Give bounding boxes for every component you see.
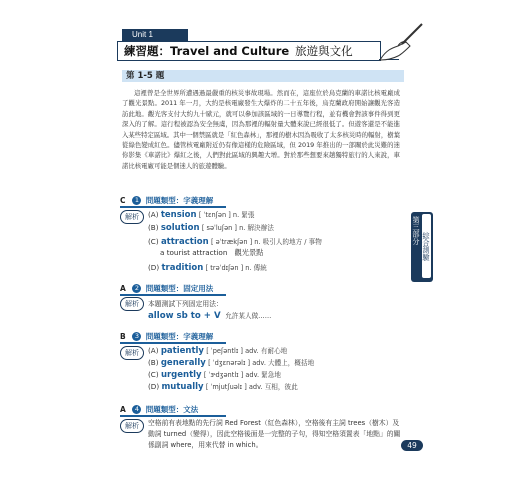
- option-letter: (D): [148, 263, 160, 272]
- unit-badge: Unit 1: [122, 29, 188, 41]
- reading-passage: [122, 88, 400, 171]
- question-divider: [120, 294, 226, 296]
- option-letter: (A): [148, 210, 159, 219]
- option-letter: (D): [148, 382, 160, 391]
- question-type: 問題類型：文法: [145, 405, 199, 414]
- option-row: [148, 345, 287, 356]
- explanation-badge: 解析: [120, 210, 144, 224]
- option-gloss: [ səˈluʃən ] n. 解決辦法: [201, 224, 274, 232]
- option-letter: (A): [148, 346, 159, 355]
- option-row: [148, 369, 281, 380]
- section-label: 第 1-5 題: [122, 70, 404, 82]
- writing-hand-icon: [376, 20, 426, 62]
- option-gloss: [ ˈtɛnʃən ] n. 緊張: [198, 211, 255, 219]
- question-number: 3: [132, 332, 141, 341]
- side-tab-section: 綜合測驗: [422, 214, 431, 278]
- question-divider: [120, 342, 226, 344]
- option-gloss: [ əˈtrækʃən ] n. 吸引人的地方 / 事物: [210, 238, 322, 246]
- question-header: [120, 404, 198, 415]
- option-word: mutually: [161, 382, 204, 392]
- page-title: [124, 43, 353, 59]
- fixed-phrase-row: [148, 310, 271, 321]
- question-type: 問題類型：固定用法: [145, 284, 214, 293]
- question-header: [120, 283, 213, 294]
- option-row: [148, 222, 274, 233]
- option-gloss: [ ˈdʒɛnərəlɪ ] adv. 大體上，概括地: [208, 359, 315, 367]
- option-row: [148, 381, 298, 392]
- option-gloss: [ ˈɝdʒəntlɪ ] adv. 緊急地: [203, 371, 281, 379]
- question-number: 2: [132, 284, 141, 293]
- example-phrase: a tourist attraction 觀光景點: [160, 248, 264, 257]
- question-divider: [120, 415, 226, 417]
- option-row: [148, 236, 322, 247]
- option-letter: (B): [148, 358, 159, 367]
- option-word: solution: [160, 223, 200, 233]
- option-letter: (C): [148, 237, 159, 246]
- option-gloss: [ trəˈdɪʃən ] n. 傳統: [205, 264, 267, 272]
- explanation-badge: 解析: [120, 297, 144, 311]
- question-type: 問題類型：字義理解: [145, 196, 214, 205]
- option-letter: (B): [148, 223, 159, 232]
- answer-letter: A: [120, 283, 126, 293]
- option-gloss: [ ˈpeʃəntlɪ ] adv. 有耐心地: [206, 347, 288, 355]
- option-letter: (C): [148, 370, 159, 379]
- fixed-phrase-meaning: 允許某人做……: [225, 312, 272, 320]
- question-header: [120, 331, 213, 342]
- page-number: 49: [401, 440, 423, 451]
- side-tab: [411, 212, 433, 282]
- title-english: 練習題：Travel and Culture: [124, 44, 290, 58]
- answer-letter: B: [120, 331, 126, 341]
- question-number: 4: [132, 405, 141, 414]
- option-word: tradition: [161, 263, 204, 273]
- explanation-badge: 解析: [120, 419, 144, 433]
- passage-paragraph: 這裡曾是全世界所遭遇過最嚴重的核災事故現場。然而在，這座位於烏克蘭的車諾比核電廠成了觀光景點。2011 年一月，大約是核電廠發生大爆炸的二十五年後，烏克蘭政府開始讓觀光客造訪此地。觀光客支付大約九十歐元，就可以參加該區域的一日導覽行程，並有機會對該事件得到更深入的了解。這行程被認為安全無虞，因為那裡的輻射量大體來說已經很低了。但遊客還是不能進入某些特定區域。其中一個禁區就是「紅色森林」，那裡的樹木因為吸收了太多核災時的輻射，樹葉從綠色變成紅色。儘管核電廠附近仍有像這樣的危險區域，但 2019 年推出的一部關於此災難的迷你影集《車諾比》爆紅之後，人們對此區域的興趣大增。對於那些想要來趟獨特旅行的人來說，車諾比核電廠可能是個迷人的旅遊體驗。: [122, 89, 400, 170]
- option-word: attraction: [160, 237, 209, 247]
- option-row: [148, 209, 254, 220]
- question-number: 1: [132, 196, 141, 205]
- question-type: 問題類型：字義理解: [145, 332, 214, 341]
- option-gloss: [ ˈmjutʃuəlɪ ] adv. 互相，彼此: [205, 383, 298, 391]
- side-tab-part: 第三部分: [412, 216, 421, 245]
- answer-letter: A: [120, 404, 126, 414]
- option-word: tension: [160, 210, 197, 220]
- explanation-badge: 解析: [120, 346, 144, 360]
- title-chinese: 旅遊與文化: [295, 44, 353, 58]
- answer-letter: C: [120, 195, 126, 205]
- question-header: [120, 195, 213, 206]
- explanation-note: 本題測試下列固定用法：: [148, 300, 223, 308]
- option-row: [148, 357, 314, 368]
- option-word: urgently: [160, 370, 202, 380]
- option-word: generally: [160, 358, 206, 368]
- option-row: [148, 262, 267, 273]
- option-word: patiently: [160, 346, 204, 356]
- question-divider: [120, 206, 226, 208]
- fixed-phrase: allow sb to + V: [148, 311, 221, 321]
- explanation-note: 空格前有表地點的先行詞 Red Forest（紅色森林），空格後有主詞 trees（樹木）及動詞 turned（變得），因此空格後面是一完整的子句，得知空格須置表「地點」的關係副詞 where，用來代替 in which。: [148, 419, 401, 449]
